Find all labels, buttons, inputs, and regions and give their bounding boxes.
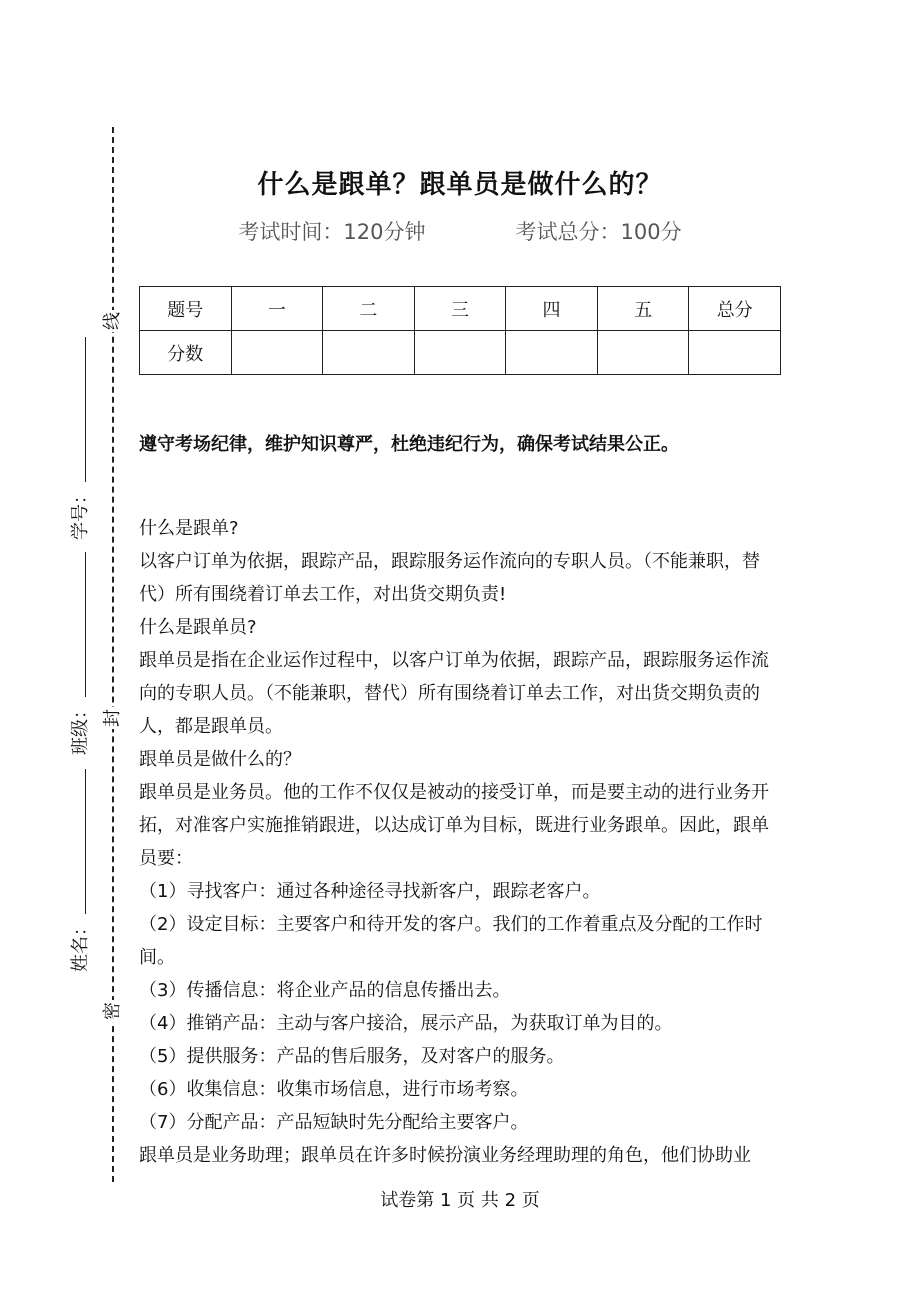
header-cell: 五 (597, 287, 689, 331)
score-cell[interactable] (597, 331, 689, 375)
binding-char-xian: 线 (102, 312, 123, 330)
name-label: 姓名： (70, 918, 91, 972)
score-cell[interactable] (506, 331, 598, 375)
student-id-field[interactable] (66, 337, 92, 540)
score-table (139, 286, 781, 375)
score-cell[interactable] (414, 331, 506, 375)
content-body (139, 512, 784, 1172)
paragraph: 跟单员是做什么的？ (139, 749, 301, 770)
binding-dashed-line (112, 127, 114, 1182)
list-item: （1）寻找客户：通过各种途径寻找新客户，跟踪老客户。 (139, 881, 601, 902)
student-id-label: 学号： (70, 486, 91, 540)
header-cell: 四 (506, 287, 598, 331)
exam-time: 考试时间：120分钟 (238, 220, 426, 244)
class-field[interactable] (66, 552, 92, 755)
header-cell: 一 (231, 287, 323, 331)
exam-total: 考试总分：100分 (515, 220, 682, 244)
score-header-row (140, 287, 781, 331)
score-cell[interactable] (689, 331, 781, 375)
score-value-row (140, 331, 781, 375)
name-line[interactable] (73, 769, 86, 914)
paragraph: 什么是跟单员? (139, 617, 257, 638)
exam-meta (0, 216, 920, 246)
score-row-label: 分数 (140, 331, 232, 375)
list-item: （5）提供服务：产品的售后服务，及对客户的服务。 (139, 1046, 565, 1067)
header-cell: 题号 (140, 287, 232, 331)
class-line[interactable] (73, 552, 86, 697)
paragraph: 跟单员是业务助理；跟单员在许多时候扮演业务经理助理的角色，他们协助业 (139, 1145, 751, 1166)
class-label: 班级： (70, 701, 91, 755)
paragraph: 跟单员是业务员。他的工作不仅仅是被动的接受订单，而是要主动的进行业务开拓，对准客户实施推销跟进，以达成订单为目标，既进行业务跟单。因此，跟单员要： (139, 782, 769, 869)
page-title: 什么是跟单？跟单员是做什么的？ (257, 170, 663, 200)
score-cell[interactable] (231, 331, 323, 375)
list-item: （4）推销产品：主动与客户接洽，展示产品，为获取订单为目的。 (139, 1013, 673, 1034)
header-cell: 总分 (689, 287, 781, 331)
list-item: （2）设定目标：主要客户和待开发的客户。我们的工作着重点及分配的工作时间。 (139, 914, 763, 968)
list-item: （3）传播信息：将企业产品的信息传播出去。 (139, 980, 511, 1001)
page-footer: 试卷第 1 页 共 2 页 (380, 1190, 540, 1211)
paragraph: 跟单员是指在企业运作过程中，以客户订单为依据，跟踪产品，跟踪服务运作流向的专职人员。（不能兼职，替代）所有围绕着订单去工作，对出货交期负责的人，都是跟单员。 (139, 650, 769, 737)
exam-notice: 遵守考场纪律，维护知识尊严，杜绝违纪行为，确保考试结果公正。 (139, 434, 679, 455)
name-field[interactable] (66, 769, 92, 972)
list-item: （6）收集信息：收集市场信息，进行市场考察。 (139, 1079, 529, 1100)
score-cell[interactable] (323, 331, 415, 375)
binding-char-mi: 密 (102, 1002, 123, 1020)
paragraph: 什么是跟单? (139, 518, 239, 539)
list-item: （7）分配产品：产品短缺时先分配给主要客户。 (139, 1112, 529, 1133)
header-cell: 三 (414, 287, 506, 331)
header-cell: 二 (323, 287, 415, 331)
paragraph: 以客户订单为依据，跟踪产品，跟踪服务运作流向的专职人员。（不能兼职，替代）所有围绕着订单去工作，对出货交期负责! (139, 551, 760, 605)
binding-char-feng: 封 (102, 709, 123, 727)
student-id-line[interactable] (73, 337, 86, 482)
